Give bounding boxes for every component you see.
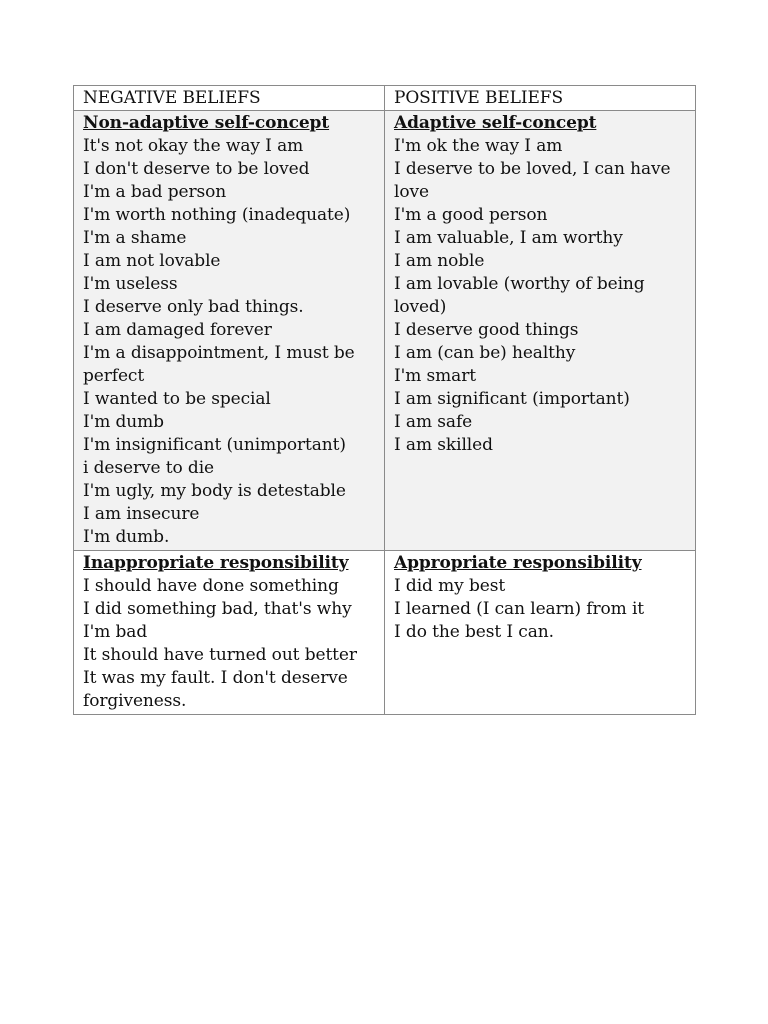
positive-beliefs-header: POSITIVE BELIEFS [385, 86, 696, 111]
appropriate-responsibility-cell [385, 551, 696, 715]
responsibility-row [74, 551, 696, 715]
belief-item: It should have turned out better [83, 645, 357, 665]
adaptive-self-concept-cell [385, 111, 696, 551]
belief-item: I am damaged forever [83, 320, 272, 340]
belief-item: I'm dumb. [83, 527, 170, 547]
belief-item: I deserve only bad things. [83, 297, 304, 317]
header-row [74, 86, 696, 111]
section-title: Non-adaptive self-concept [83, 113, 330, 133]
belief-item: I'm a shame [83, 228, 187, 248]
beliefs-table [73, 85, 696, 715]
belief-item: I did my best [394, 576, 506, 596]
belief-item: I'm a bad person [83, 182, 227, 202]
belief-item: I wanted to be special [83, 389, 271, 409]
belief-item: I don't deserve to be loved [83, 159, 310, 179]
belief-item: I am valuable, I am worthy [394, 228, 623, 248]
belief-item: I'm a good person [394, 205, 548, 225]
section-title: Inappropriate responsibility [83, 553, 349, 573]
belief-item: I am significant (important) [394, 389, 630, 409]
belief-item: I am (can be) healthy [394, 343, 576, 363]
belief-item: I'm worth nothing (inadequate) [83, 205, 351, 225]
non-adaptive-self-concept-cell [74, 111, 385, 551]
belief-item: I deserve to be loved, I can have love [394, 159, 671, 202]
belief-item: I am lovable (worthy of being loved) [394, 274, 645, 317]
belief-item: It was my fault. I don't deserve forgiveness. [83, 668, 348, 711]
section-title: Adaptive self-concept [394, 113, 597, 133]
belief-item: I do the best I can. [394, 622, 554, 642]
belief-item: I learned (I can learn) from it [394, 599, 645, 619]
belief-item: I should have done something [83, 576, 339, 596]
belief-item: I'm insignificant (unimportant) [83, 435, 346, 455]
belief-item: I deserve good things [394, 320, 579, 340]
belief-item: I'm useless [83, 274, 178, 294]
belief-item: I did something bad, that's why I'm bad [83, 599, 352, 642]
belief-item: I am insecure [83, 504, 200, 524]
belief-item: I'm dumb [83, 412, 164, 432]
belief-item: It's not okay the way I am [83, 136, 304, 156]
belief-item: I'm ok the way I am [394, 136, 563, 156]
belief-item: I am safe [394, 412, 473, 432]
belief-item: I am skilled [394, 435, 493, 455]
belief-item: I'm a disappointment, I must be perfect [83, 343, 355, 386]
negative-beliefs-header: NEGATIVE BELIEFS [74, 86, 385, 111]
self-concept-row [74, 111, 696, 551]
belief-item: I am noble [394, 251, 485, 271]
inappropriate-responsibility-cell [74, 551, 385, 715]
belief-item: I'm ugly, my body is detestable [83, 481, 346, 501]
belief-item: I am not lovable [83, 251, 221, 271]
section-title: Appropriate responsibility [394, 553, 642, 573]
belief-item: i deserve to die [83, 458, 215, 478]
belief-item: I'm smart [394, 366, 476, 386]
